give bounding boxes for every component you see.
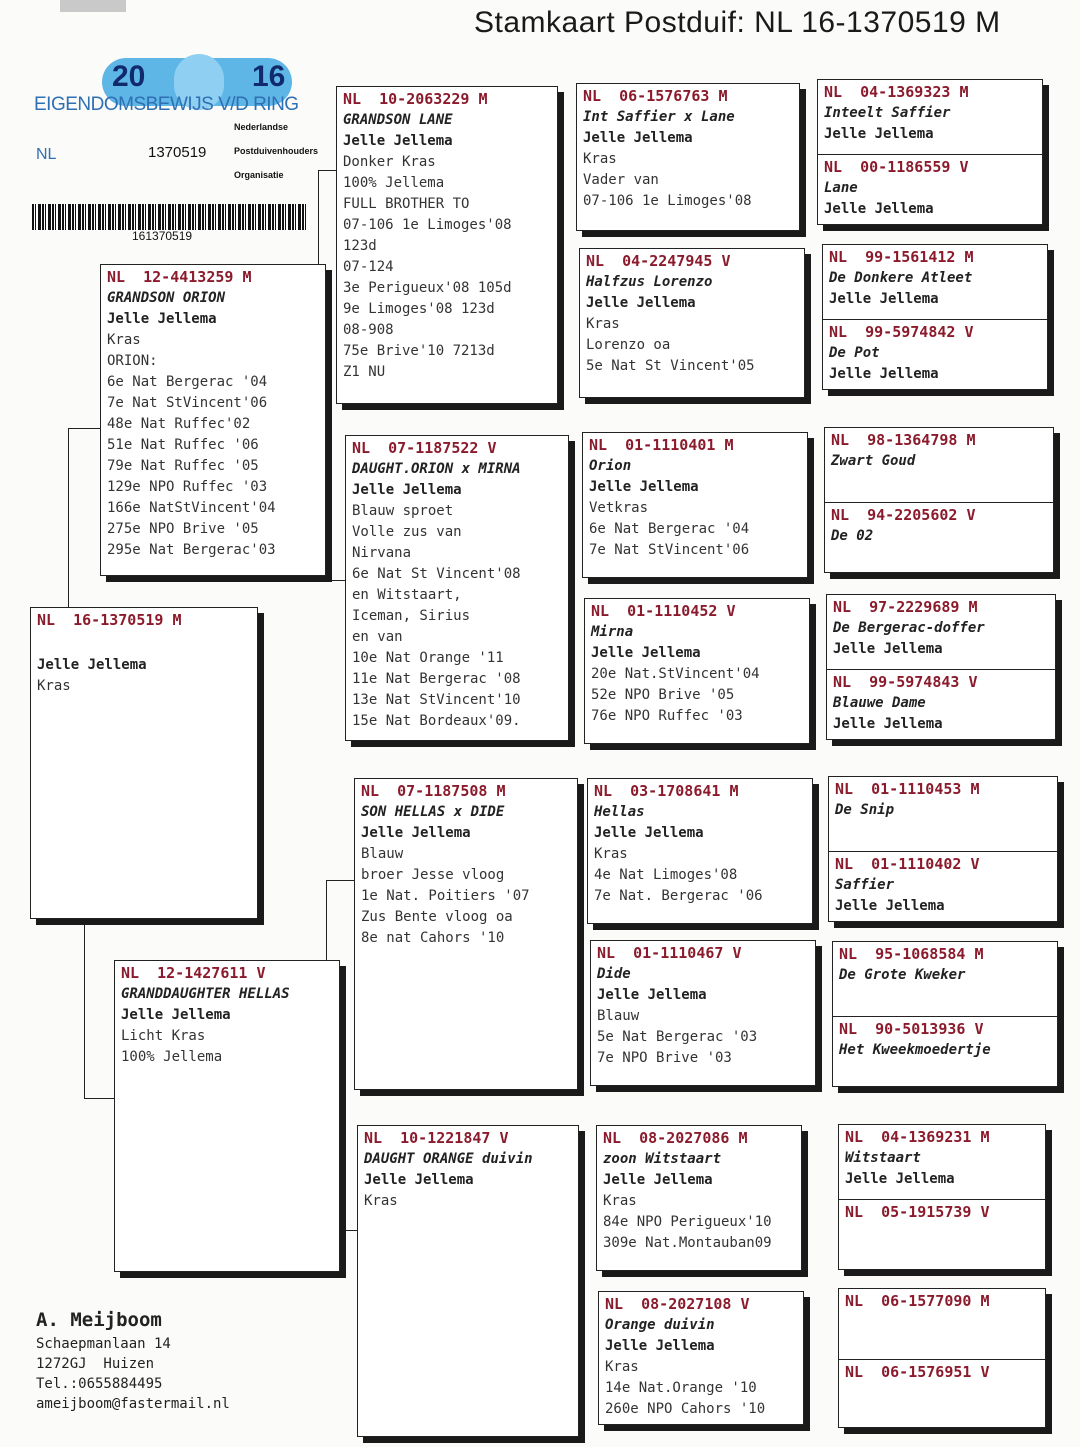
pair-card-g6[interactable]	[832, 941, 1058, 1087]
detail-line: Kras	[594, 846, 628, 862]
year-left: 20	[112, 60, 146, 93]
breeder: Jelle Jellema	[589, 479, 699, 495]
npo-line-1: Nederlandse	[234, 122, 289, 132]
ring-header: NL 16-1370519 M	[37, 611, 182, 629]
ring-header: NL 01-1110401 M	[589, 436, 734, 454]
detail-line: 100% Jellema	[121, 1049, 223, 1065]
breeder: Jelle Jellema	[833, 641, 943, 657]
pigeon-name: zoon Witstaart	[603, 1151, 722, 1167]
breeder: Jelle Jellema	[364, 1172, 474, 1188]
pigeon-card-mf[interactable]	[354, 778, 578, 1090]
page-title: Stamkaart Postduif: NL 16-1370519 M	[474, 6, 1001, 39]
pigeon-name: DAUGHT ORANGE duivin	[364, 1151, 533, 1167]
detail-line: 166e NatStVincent'04	[107, 500, 276, 516]
detail-line: Kras	[605, 1359, 639, 1375]
detail-line: Kras	[586, 316, 620, 332]
pigeon-name: Orion	[589, 458, 632, 474]
pigeon-card-fm[interactable]	[345, 435, 569, 741]
ring-header: NL 06-1576951 V	[845, 1363, 990, 1381]
breeder: Jelle Jellema	[824, 201, 934, 217]
breeder: Jelle Jellema	[824, 126, 934, 142]
ring-header: NL 06-1577090 M	[845, 1292, 990, 1310]
detail-line: en Witstaart,	[352, 587, 462, 603]
detail-line: 6e Nat Bergerac '04	[589, 521, 750, 537]
pigeon-name: Inteelt Saffier	[824, 105, 951, 121]
breeder: Jelle Jellema	[829, 291, 939, 307]
ring-header: NL 12-1427611 V	[121, 964, 266, 982]
pigeon-name: De 02	[831, 528, 874, 544]
ring-header: NL 10-2063229 M	[343, 90, 488, 108]
ring-header: NL 99-5974843 V	[833, 673, 978, 691]
pigeon-card-mother[interactable]	[114, 960, 340, 1272]
pigeon-name: GRANDSON ORION	[107, 290, 226, 306]
detail-line: 8e nat Cahors '10	[361, 930, 505, 946]
pigeon-name: De Grote Kweker	[839, 967, 966, 983]
pigeon-name: De Pot	[829, 345, 880, 361]
detail-line: Kras	[603, 1193, 637, 1209]
detail-line: 79e Nat Ruffec '05	[107, 458, 259, 474]
pigeon-name: Hellas	[594, 804, 645, 820]
pigeon-name: Saffier	[835, 877, 895, 893]
detail-line: 7e NPO Brive '03	[597, 1050, 732, 1066]
pair-card-g1[interactable]	[817, 79, 1043, 225]
ring-header: NL 90-5013936 V	[839, 1020, 984, 1038]
ring-header: NL 04-1369231 M	[845, 1128, 990, 1146]
pair-card-g2[interactable]	[822, 244, 1048, 390]
detail-line: Zus Bente vloog oa	[361, 909, 513, 925]
detail-line: 76e NPO Ruffec '03	[591, 708, 743, 724]
ring-header: NL 95-1068584 M	[839, 945, 984, 963]
ring-header: NL 97-2229689 M	[833, 598, 978, 616]
ring-header: NL 04-1369323 M	[824, 83, 969, 101]
detail-line: 100% Jellema	[343, 175, 445, 191]
ring-header: NL 01-1110467 V	[597, 944, 742, 962]
ring-header: NL 06-1576763 M	[583, 87, 728, 105]
pigeon-name: GRANDSON LANE	[343, 112, 453, 128]
detail-line: Blauw	[597, 1008, 640, 1024]
detail-line: Vetkras	[589, 500, 649, 516]
pigeon-card-ff[interactable]	[336, 86, 558, 404]
pair-card-g5[interactable]	[828, 776, 1058, 922]
certificate-caption: EIGENDOMSBEWIJS V/D RING	[34, 94, 299, 115]
owner-email: ameijboom@fastermail.nl	[36, 1396, 230, 1412]
pair-card-g8[interactable]	[838, 1288, 1046, 1428]
pigeon-card-fmf[interactable]	[582, 432, 808, 578]
breeder: Jelle Jellema	[845, 1171, 955, 1187]
country-code: NL	[36, 146, 57, 163]
detail-line: 7e Nat StVincent'06	[589, 542, 750, 558]
detail-line: Kras	[107, 332, 141, 348]
breeder: Jelle Jellema	[594, 825, 704, 841]
npo-logo	[234, 122, 324, 202]
breeder: Jelle Jellema	[352, 482, 462, 498]
detail-line: Volle zus van	[352, 524, 462, 540]
breeder: Jelle Jellema	[605, 1338, 715, 1354]
breeder: Jelle Jellema	[37, 657, 147, 673]
detail-line: 07-106 1e Limoges'08	[583, 193, 752, 209]
detail-line: Kras	[364, 1193, 398, 1209]
owner-phone: Tel.:0655884495	[36, 1376, 163, 1392]
ring-header: NL 07-1187522 V	[352, 439, 497, 457]
detail-line: ORION:	[107, 353, 158, 369]
pigeon-name: Het Kweekmoedertje	[839, 1042, 991, 1058]
detail-line: 13e Nat StVincent'10	[352, 692, 521, 708]
breeder: Jelle Jellema	[121, 1007, 231, 1023]
breeder: Jelle Jellema	[603, 1172, 713, 1188]
pigeon-color: Kras	[37, 678, 71, 694]
detail-line: 123d	[343, 238, 377, 254]
detail-line: Iceman, Sirius	[352, 608, 471, 624]
ring-header: NL 99-1561412 M	[829, 248, 974, 266]
connector-mother-mf	[326, 880, 355, 971]
pair-card-g4[interactable]	[826, 594, 1056, 740]
detail-line: 20e Nat.StVincent'04	[591, 666, 760, 682]
breeder: Jelle Jellema	[597, 987, 707, 1003]
detail-line: 75e Brive'10 7213d	[343, 343, 495, 359]
detail-line: 1e Nat. Poitiers '07	[361, 888, 530, 904]
breeder: Jelle Jellema	[835, 898, 945, 914]
ring-header: NL 12-4413259 M	[107, 268, 252, 286]
ring-header: NL 05-1915739 V	[845, 1203, 990, 1221]
pigeon-name: Int Saffier x Lane	[583, 109, 735, 125]
detail-line: 5e Nat Bergerac '03	[597, 1029, 758, 1045]
breeder: Jelle Jellema	[829, 366, 939, 382]
detail-line: Lorenzo oa	[586, 337, 671, 353]
detail-line: 275e NPO Brive '05	[107, 521, 259, 537]
pigeon-card-father[interactable]	[100, 264, 326, 576]
ring-header: NL 94-2205602 V	[831, 506, 976, 524]
detail-line: 7e Nat StVincent'06	[107, 395, 268, 411]
pigeon-card-mmf[interactable]	[596, 1125, 802, 1271]
barcode	[32, 204, 306, 230]
pigeon-card-ffm[interactable]	[579, 248, 805, 398]
ring-number: 1370519	[148, 144, 207, 161]
ring-header: NL 98-1364798 M	[831, 431, 976, 449]
pigeon-name: Lane	[824, 180, 858, 196]
detail-line: 260e NPO Cahors '10	[605, 1401, 766, 1417]
pigeon-name: Witstaart	[845, 1150, 921, 1166]
pigeon-name: Orange duivin	[605, 1317, 715, 1333]
detail-line: 07-106 1e Limoges'08	[343, 217, 512, 233]
detail-line: Z1 NU	[343, 364, 386, 380]
connector-father-ff	[318, 170, 337, 271]
year-right: 16	[252, 60, 286, 93]
ring-header: NL 08-2027086 M	[603, 1129, 748, 1147]
pigeon-name: SON HELLAS x DIDE	[361, 804, 505, 820]
ring-header: NL 01-1110452 V	[591, 602, 736, 620]
detail-line: Vader van	[583, 172, 659, 188]
detail-line: 51e Nat Ruffec '06	[107, 437, 259, 453]
barcode-number: 161370519	[132, 229, 193, 243]
detail-line: 52e NPO Brive '05	[591, 687, 735, 703]
detail-line: Donker Kras	[343, 154, 436, 170]
ring-header: NL 99-5974842 V	[829, 323, 974, 341]
detail-line: 5e Nat St Vincent'05	[586, 358, 755, 374]
detail-line: FULL BROTHER TO	[343, 196, 470, 212]
owner-city: 1272GJ Huizen	[36, 1356, 155, 1372]
detail-line: 295e Nat Bergerac'03	[107, 542, 276, 558]
detail-line: Kras	[583, 151, 617, 167]
owner-address	[36, 1306, 230, 1414]
pigeon-card-mmm[interactable]	[598, 1291, 804, 1425]
detail-line: 14e Nat.Orange '10	[605, 1380, 757, 1396]
detail-line: 08-908	[343, 322, 394, 338]
top-tab	[60, 0, 126, 12]
npo-line-2: Postduivenhouders	[234, 146, 319, 156]
detail-line: 07-124	[343, 259, 394, 275]
pigeon-name: GRANDDAUGHTER HELLAS	[121, 986, 290, 1002]
breeder: Jelle Jellema	[833, 716, 943, 732]
pigeon-name: Halfzus Lorenzo	[586, 274, 713, 290]
pigeon-name: Mirna	[591, 624, 634, 640]
detail-line: 7e Nat. Bergerac '06	[594, 888, 763, 904]
detail-line: Blauw sproet	[352, 503, 454, 519]
breeder: Jelle Jellema	[586, 295, 696, 311]
pigeon-name: Dide	[597, 966, 631, 982]
breeder: Jelle Jellema	[107, 311, 217, 327]
detail-line: 10e Nat Orange '11	[352, 650, 504, 666]
breeder: Jelle Jellema	[343, 133, 453, 149]
ring-header: NL 01-1110402 V	[835, 855, 980, 873]
connector-subject-mother	[84, 924, 117, 1099]
ring-header: NL 07-1187508 M	[361, 782, 506, 800]
breeder: Jelle Jellema	[361, 825, 471, 841]
pigeon-card-mfm[interactable]	[590, 940, 816, 1086]
detail-line: 3e Perigueux'08 105d	[343, 280, 512, 296]
owner-name: A. Meijboom	[36, 1309, 162, 1331]
detail-line: en van	[352, 629, 403, 645]
detail-line: Licht Kras	[121, 1028, 206, 1044]
detail-line: 9e Limoges'08 123d	[343, 301, 495, 317]
pigeon-card-fff[interactable]	[576, 83, 800, 231]
detail-line: Nirvana	[352, 545, 412, 561]
detail-line: 309e Nat.Montauban09	[603, 1235, 772, 1251]
pigeon-name: De Donkere Atleet	[829, 270, 973, 286]
detail-line: 11e Nat Bergerac '08	[352, 671, 521, 687]
pair-card-g3[interactable]	[824, 427, 1054, 573]
detail-line: 4e Nat Limoges'08	[594, 867, 738, 883]
ring-header: NL 03-1708641 M	[594, 782, 739, 800]
detail-line: 15e Nat Bordeaux'09.	[352, 713, 521, 729]
connector-subject-father	[68, 428, 101, 609]
ring-header: NL 10-1221847 V	[364, 1129, 509, 1147]
detail-line: 129e NPO Ruffec '03	[107, 479, 268, 495]
pigeon-name: Blauwe Dame	[833, 695, 926, 711]
ring-certificate-logo	[30, 14, 320, 244]
detail-line: 48e Nat Ruffec'02	[107, 416, 251, 432]
ring-header: NL 04-2247945 V	[586, 252, 731, 270]
pigeon-card-mff[interactable]	[587, 778, 813, 924]
ring-header: NL 08-2027108 V	[605, 1295, 750, 1313]
npo-line-3: Organisatie	[234, 170, 284, 180]
pigeon-name: DAUGHT.ORION x MIRNA	[352, 461, 521, 477]
pigeon-card-subject[interactable]	[30, 607, 258, 919]
pigeon-card-fmm[interactable]	[584, 598, 810, 744]
pigeon-name: De Bergerac-doffer	[833, 620, 985, 636]
breeder: Jelle Jellema	[583, 130, 693, 146]
pair-card-g7[interactable]	[838, 1124, 1046, 1270]
detail-line: broer Jesse vloog	[361, 867, 505, 883]
detail-line: 6e Nat Bergerac '04	[107, 374, 268, 390]
detail-line: 84e NPO Perigueux'10	[603, 1214, 772, 1230]
detail-line: Blauw	[361, 846, 404, 862]
ring-header: NL 01-1110453 M	[835, 780, 980, 798]
pigeon-card-mm[interactable]	[357, 1125, 579, 1437]
breeder: Jelle Jellema	[591, 645, 701, 661]
pigeon-name: Zwart Goud	[831, 453, 916, 469]
ring-header: NL 00-1186559 V	[824, 158, 969, 176]
owner-street: Schaepmanlaan 14	[36, 1336, 171, 1352]
detail-line: 6e Nat St Vincent'08	[352, 566, 521, 582]
pigeon-name: De Snip	[835, 802, 895, 818]
